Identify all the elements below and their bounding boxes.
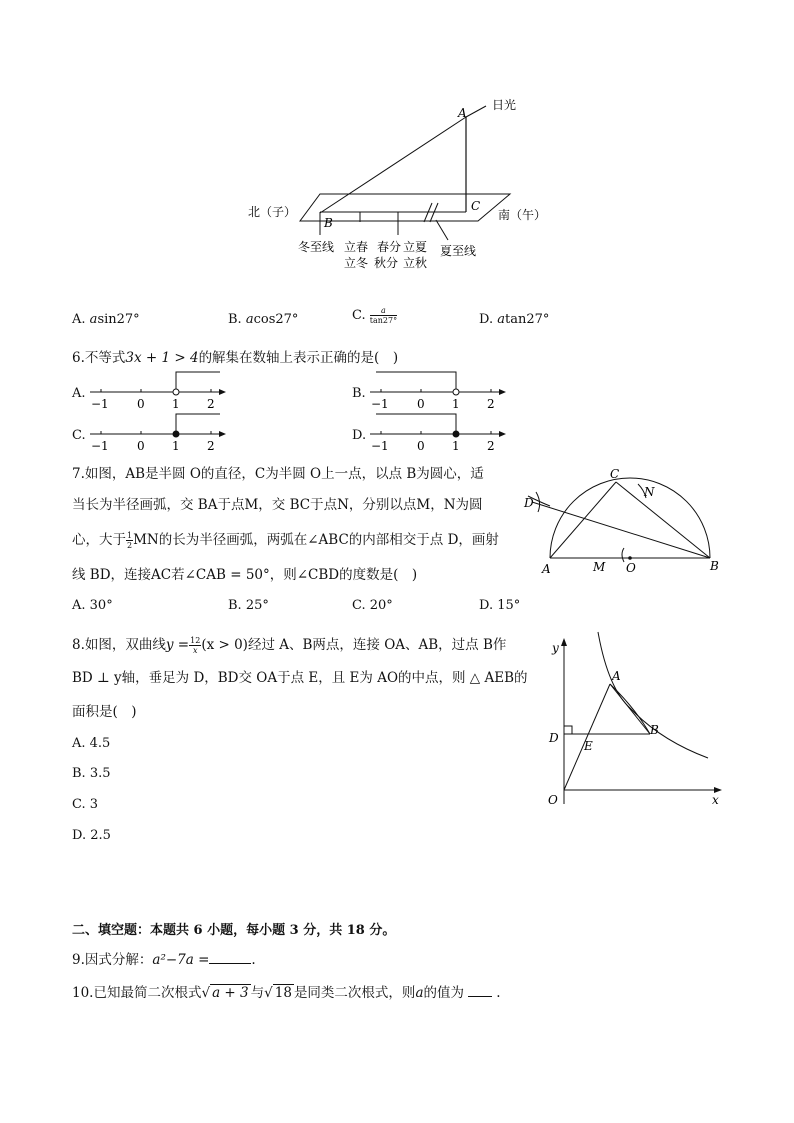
label-spring-start: 立春 <box>344 240 369 254</box>
svg-text:N: N <box>644 485 655 499</box>
q7-line-4: 线 BD，连接AC若∠CAB = 50°，则∠CBD的度数是( ) <box>72 567 418 583</box>
svg-text:1: 1 <box>452 397 460 411</box>
q9-answer-blank <box>209 963 251 964</box>
label-winter-start: 立冬 <box>344 256 369 270</box>
q9: 9.因式分解：a²−7a = . <box>72 952 256 968</box>
svg-text:C: C <box>610 467 620 481</box>
q8-option-a: A. 4.5 <box>72 736 111 751</box>
q6-option-b-letter: B. <box>352 386 366 401</box>
q6-numberline-a <box>86 370 231 412</box>
q5-option-d: D. atan27° <box>479 312 550 327</box>
svg-text:E: E <box>584 739 593 753</box>
svg-text:1: 1 <box>172 397 180 411</box>
marker-solstice <box>436 220 448 240</box>
svg-text:x: x <box>712 793 719 807</box>
q7-option-a: A. 30° <box>72 598 113 613</box>
svg-text:O: O <box>548 793 558 807</box>
svg-text:0: 0 <box>417 397 425 411</box>
section-2-heading: 二、填空题：本题共 6 小题，每小题 3 分，共 18 分。 <box>72 923 396 938</box>
q6-option-d-letter: D. <box>352 428 367 443</box>
sun-ray <box>320 117 466 213</box>
label-summer-solstice: 夏至线 <box>440 244 477 258</box>
svg-text:1: 1 <box>172 439 180 453</box>
label-summer-start: 立夏 <box>403 240 428 254</box>
q8-hyperbola-figure <box>540 628 730 810</box>
q7-semicircle-figure <box>520 462 730 580</box>
q6-numberline-b <box>366 370 511 412</box>
q6-stem: 6.不等式3x + 1 > 4的解集在数轴上表示正确的是( ) <box>72 350 399 366</box>
segment-OA <box>564 684 610 790</box>
svg-text:−1: −1 <box>371 439 389 453</box>
q7-line-1: 7.如图，AB是半圆 O的直径，C为半圆 O上一点，以点 B为圆心，适 <box>72 466 484 482</box>
segment-AB <box>610 684 650 734</box>
svg-text:B: B <box>650 723 659 737</box>
q8-line-3: 面积是( ) <box>72 704 137 720</box>
svg-text:0: 0 <box>137 439 145 453</box>
q7-option-d: D. 15° <box>479 598 521 613</box>
q7-line-3: 心，大于 $\frac{1}{2}$ MN的长为半径画弧，两弧在∠ABC的内部相交于点 D，画射 <box>72 531 499 550</box>
svg-text:0: 0 <box>137 397 145 411</box>
label-south: 南（午） <box>498 208 547 222</box>
svg-text:O: O <box>626 561 636 575</box>
label-winter-solstice: 冬至线 <box>298 240 335 254</box>
q7-option-c: C. 20° <box>352 598 393 613</box>
q8-line-1: 8.如图，双曲线y = $\frac{12}{x}$ (x > 0)经过 A、B两点，连接 OA、AB，过点 B作 <box>72 636 507 655</box>
q8-option-d: D. 2.5 <box>72 828 111 843</box>
svg-text:D: D <box>524 496 534 510</box>
q8-fraction: $\frac{12}{x}$ <box>190 636 201 655</box>
svg-text:A: A <box>542 562 551 576</box>
q5-option-a: A. asin27° <box>72 312 140 327</box>
segment-CB <box>616 482 710 558</box>
label-autumn-equinox: 秋分 <box>374 256 399 270</box>
svg-text:2: 2 <box>487 439 495 453</box>
svg-text:2: 2 <box>487 397 495 411</box>
sun-ray-ext <box>466 106 486 117</box>
label-autumn-start: 立秋 <box>403 256 428 270</box>
q6-option-a-letter: A. <box>72 386 86 401</box>
q10: 10.已知最简二次根式√ a + 3 与√ 18 是同类二次根式，则a的值为 . <box>72 985 501 1001</box>
ray-BD <box>532 502 710 558</box>
svg-text:A: A <box>612 669 621 683</box>
label-equinox: 春分 <box>377 240 402 254</box>
svg-text:−1: −1 <box>91 397 109 411</box>
sundial-figure <box>240 95 560 280</box>
q5-option-c-fraction: $\frac{a}{\tan 27^\circ}$ <box>369 306 398 325</box>
svg-text:−1: −1 <box>91 439 109 453</box>
svg-text:B: B <box>710 559 719 573</box>
label-north: 北（子） <box>248 205 297 219</box>
q8-line-2: BD ⊥ y轴，垂足为 D，BD交 OA于点 E，且 E为 AO的中点，则 △ AEB的 <box>72 670 528 686</box>
svg-text:−1: −1 <box>371 397 389 411</box>
label-C: C <box>471 199 481 213</box>
svg-text:2: 2 <box>207 439 215 453</box>
svg-text:D: D <box>549 731 559 745</box>
svg-text:0: 0 <box>417 439 425 453</box>
q5-option-c: C. $\frac{a}{\tan 27^\circ}$ <box>352 306 398 325</box>
svg-text:M: M <box>593 560 606 574</box>
q8-option-b: B. 3.5 <box>72 766 111 781</box>
q7-fraction: $\frac{1}{2}$ <box>127 531 133 550</box>
svg-text:1: 1 <box>452 439 460 453</box>
q6-numberline-c <box>86 412 231 454</box>
q10-answer-blank <box>468 996 492 997</box>
label-sun: 日光 <box>492 98 517 112</box>
q6-option-c-letter: C. <box>72 428 86 443</box>
svg-text:2: 2 <box>207 397 215 411</box>
q8-option-c: C. 3 <box>72 797 99 812</box>
q6-numberline-d <box>366 412 511 454</box>
q5-option-b: B. acos27° <box>228 312 299 327</box>
q7-option-b: B. 25° <box>228 598 269 613</box>
label-B: B <box>324 216 333 230</box>
label-A: A <box>458 106 467 120</box>
q7-line-2: 当长为半径画弧，交 BA于点M，交 BC于点N，分别以点M，N为圆 <box>72 497 483 513</box>
svg-text:y: y <box>552 641 559 655</box>
